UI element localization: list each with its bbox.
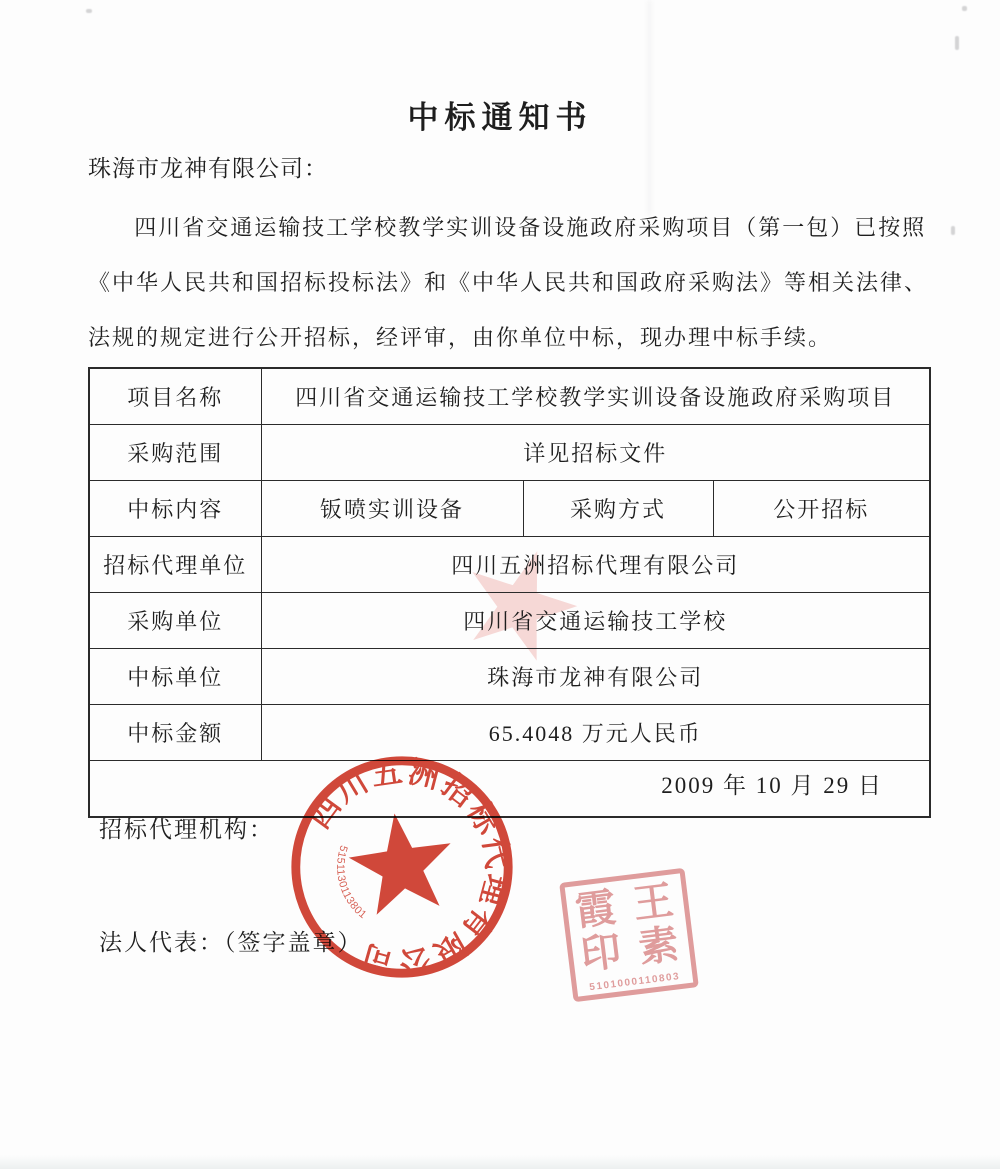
seal-char: 素 [635,920,684,971]
seal-code-number: 5151130113801 [334,843,369,922]
project-name-value: 四川省交通运输技工学校教学实训设备设施政府采购项目 [261,368,930,425]
scan-speck [86,9,92,13]
body-line: 《中华人民共和国招标投标法》和《中华人民共和国政府采购法》等相关法律、 [88,270,929,295]
personal-square-seal [559,868,699,1002]
procurement-scope-label: 采购范围 [89,425,261,481]
document-date: 2009 年 10 月 29 日 [661,773,883,798]
winning-bidder-value: 珠海市龙神有限公司 [261,649,930,705]
bidding-agency-value: 四川五洲招标代理有限公司 [261,537,930,593]
scan-speck [962,6,967,11]
bidding-agency-label: 招标代理单位 [89,537,261,593]
table-row [89,649,930,705]
body-paragraph [88,200,936,365]
project-name-label: 项目名称 [89,368,261,425]
table-row [89,425,930,481]
winning-bidder-label: 中标单位 [89,649,261,705]
procurement-method-value: 公开招标 [713,481,930,537]
table-row [89,481,930,537]
table-row [89,537,930,593]
table-row [89,368,930,425]
body-line: 四川省交通运输技工学校教学实训设备设施政府采购项目（第一包）已按照 [134,215,927,240]
body-line: 法规的规定进行公开招标，经评审，由你单位中标，现办理中标手续。 [88,325,833,350]
procurement-method-label: 采购方式 [523,481,713,537]
award-amount-value: 65.4048 万元人民币 [261,705,930,761]
addressee-line: 珠海市龙神有限公司： [88,156,328,181]
scan-speck [955,36,959,50]
seal-char: 印 [578,928,626,978]
seal-char: 霞 [573,884,621,935]
purchaser-label: 采购单位 [89,593,261,649]
award-amount-label: 中标金额 [89,705,261,761]
seal-char: 王 [630,877,678,928]
table-row [89,761,930,818]
award-info-table [88,367,931,994]
scan-speck [951,226,955,235]
purchaser-value: 四川省交通运输技工学校 [261,593,930,649]
scan-edge-band [0,1155,1000,1169]
document-title: 中标通知书 [407,100,593,135]
agency-signature-label: 招标代理机构： [99,817,274,842]
legal-rep-signature-label: 法人代表：（签字盖章） [99,930,363,955]
award-content-label: 中标内容 [89,481,261,537]
award-content-value: 钣喷实训设备 [261,481,523,537]
procurement-scope-value: 详见招标文件 [261,425,930,481]
seal-company-name: 四川五洲招标代理有限公司 [302,754,515,980]
table-row [89,593,930,649]
star-icon [344,806,459,917]
signature-cell [89,754,930,994]
seal-code-number: 5101000110803 [588,971,681,994]
company-round-seal [284,749,520,985]
